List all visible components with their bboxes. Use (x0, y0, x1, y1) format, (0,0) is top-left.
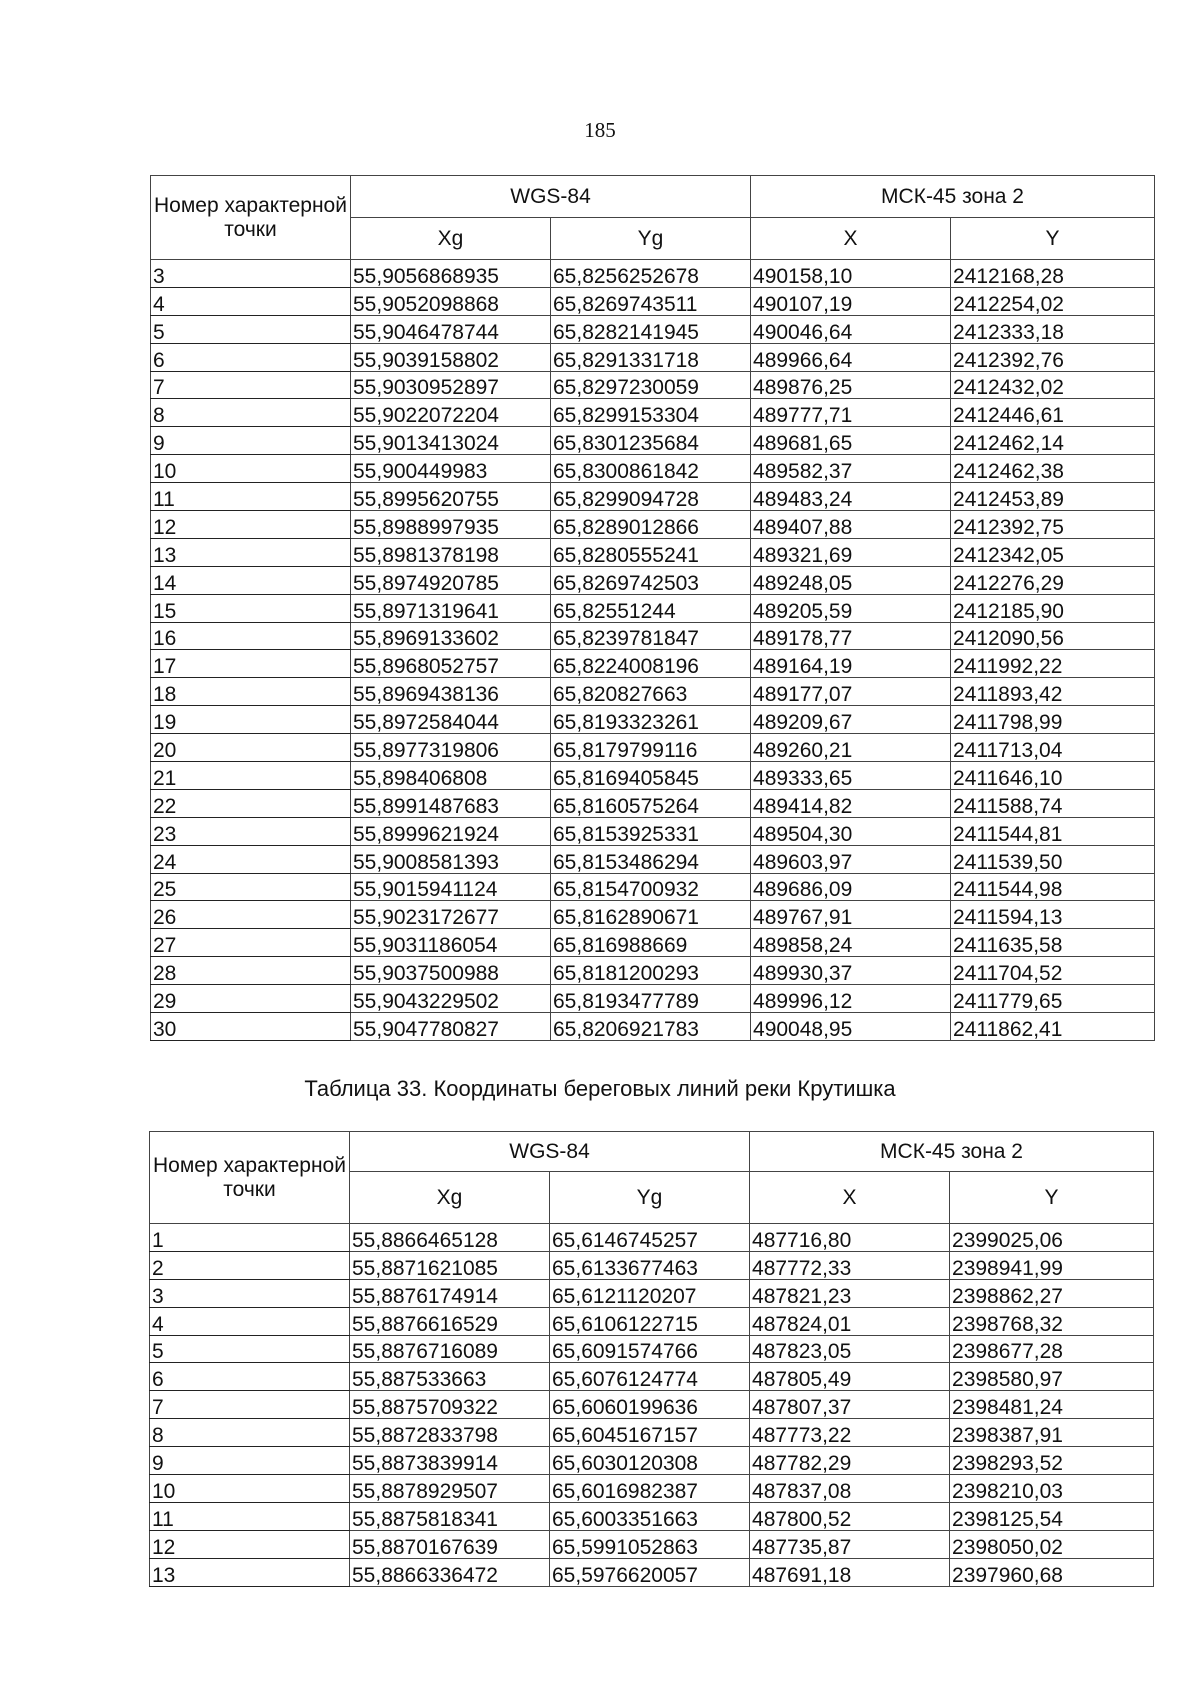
x-cell: 487691,18 (750, 1558, 950, 1586)
yg-header: Yg (551, 218, 751, 260)
point-number-cell: 9 (150, 1447, 350, 1475)
point-number-cell: 12 (151, 511, 351, 539)
xg-cell: 55,8875818341 (350, 1502, 550, 1530)
yg-cell: 65,8301235684 (551, 427, 751, 455)
y-cell: 2411635,58 (951, 929, 1155, 957)
y-cell: 2411704,52 (951, 957, 1155, 985)
xg-cell: 55,8871621085 (350, 1251, 550, 1279)
xg-header: Xg (351, 218, 551, 260)
point-number-cell: 29 (151, 985, 351, 1013)
point-number-cell: 10 (150, 1475, 350, 1503)
y-cell: 2398941,99 (950, 1251, 1154, 1279)
xg-cell: 55,9022072204 (351, 399, 551, 427)
table-row (151, 455, 1155, 483)
xg-cell: 55,8969133602 (351, 622, 551, 650)
xg-cell: 55,9037500988 (351, 957, 551, 985)
y-cell: 2411893,42 (951, 678, 1155, 706)
y-cell: 2411646,10 (951, 762, 1155, 790)
xg-cell: 55,898406808 (351, 762, 551, 790)
yg-cell: 65,8193323261 (551, 706, 751, 734)
table-row (151, 594, 1155, 622)
xg-cell: 55,9052098868 (351, 287, 551, 315)
y-cell: 2411544,98 (951, 873, 1155, 901)
y-cell: 2411713,04 (951, 734, 1155, 762)
y-cell: 2412462,14 (951, 427, 1155, 455)
xg-cell: 55,887533663 (350, 1363, 550, 1391)
x-cell: 489178,77 (751, 622, 951, 650)
y-cell: 2411992,22 (951, 650, 1155, 678)
yg-cell: 65,8224008196 (551, 650, 751, 678)
x-cell: 489209,67 (751, 706, 951, 734)
point-number-cell: 28 (151, 957, 351, 985)
table-row (151, 315, 1155, 343)
point-number-cell: 16 (151, 622, 351, 650)
y-header: Y (950, 1172, 1154, 1224)
x-cell: 489603,97 (751, 845, 951, 873)
y-cell: 2398481,24 (950, 1391, 1154, 1419)
yg-cell: 65,5976620057 (550, 1558, 750, 1586)
point-number-cell: 11 (151, 483, 351, 511)
table-row (151, 817, 1155, 845)
xg-cell: 55,9056868935 (351, 260, 551, 288)
xg-cell: 55,9013413024 (351, 427, 551, 455)
yg-cell: 65,6106122715 (550, 1307, 750, 1335)
y-cell: 2398125,54 (950, 1502, 1154, 1530)
xg-cell: 55,8977319806 (351, 734, 551, 762)
y-cell: 2412462,38 (951, 455, 1155, 483)
table-row (151, 762, 1155, 790)
xg-cell: 55,8991487683 (351, 789, 551, 817)
y-cell: 2398862,27 (950, 1279, 1154, 1307)
table-row (150, 1419, 1154, 1447)
x-cell: 487824,01 (750, 1307, 950, 1335)
x-cell: 489930,37 (751, 957, 951, 985)
point-number-cell: 23 (151, 817, 351, 845)
point-number-cell: 5 (150, 1335, 350, 1363)
table-row (151, 371, 1155, 399)
yg-cell: 65,6045167157 (550, 1419, 750, 1447)
point-number-cell: 15 (151, 594, 351, 622)
point-number-cell: 30 (151, 1013, 351, 1041)
table-row (151, 734, 1155, 762)
x-header: X (750, 1172, 950, 1224)
table-row (151, 985, 1155, 1013)
table-caption: Таблица 33. Координаты береговых линий реки Крутишка (304, 1076, 896, 1101)
x-cell: 489321,69 (751, 538, 951, 566)
yg-cell: 65,816988669 (551, 929, 751, 957)
x-cell: 487782,29 (750, 1447, 950, 1475)
x-cell: 489777,71 (751, 399, 951, 427)
y-cell: 2412432,02 (951, 371, 1155, 399)
y-cell: 2399025,06 (950, 1224, 1154, 1252)
xg-cell: 55,8981378198 (351, 538, 551, 566)
point-number-cell: 8 (150, 1419, 350, 1447)
point-number-cell: 12 (150, 1530, 350, 1558)
table-row (150, 1391, 1154, 1419)
x-cell: 490048,95 (751, 1013, 951, 1041)
x-header: X (751, 218, 951, 260)
yg-cell: 65,6076124774 (550, 1363, 750, 1391)
point-number-cell: 27 (151, 929, 351, 957)
xg-cell: 55,9015941124 (351, 873, 551, 901)
y-cell: 2411539,50 (951, 845, 1155, 873)
x-cell: 489407,88 (751, 511, 951, 539)
y-cell: 2412168,28 (951, 260, 1155, 288)
xg-cell: 55,9046478744 (351, 315, 551, 343)
xg-cell: 55,900449983 (351, 455, 551, 483)
y-cell: 2411544,81 (951, 817, 1155, 845)
table-row (151, 901, 1155, 929)
yg-cell: 65,8206921783 (551, 1013, 751, 1041)
yg-cell: 65,8289012866 (551, 511, 751, 539)
table-row (151, 873, 1155, 901)
point-number-cell: 18 (151, 678, 351, 706)
yg-cell: 65,8153925331 (551, 817, 751, 845)
y-cell: 2411588,74 (951, 789, 1155, 817)
xg-cell: 55,8875709322 (350, 1391, 550, 1419)
xg-cell: 55,9008581393 (351, 845, 551, 873)
point-number-cell: 8 (151, 399, 351, 427)
yg-cell: 65,8299153304 (551, 399, 751, 427)
xg-cell: 55,9030952897 (351, 371, 551, 399)
y-cell: 2411798,99 (951, 706, 1155, 734)
yg-cell: 65,8179799116 (551, 734, 751, 762)
yg-cell: 65,820827663 (551, 678, 751, 706)
x-cell: 487716,80 (750, 1224, 950, 1252)
yg-cell: 65,8160575264 (551, 789, 751, 817)
y-cell: 2412446,61 (951, 399, 1155, 427)
yg-cell: 65,6133677463 (550, 1251, 750, 1279)
point-number-cell: 4 (150, 1307, 350, 1335)
x-cell: 489483,24 (751, 483, 951, 511)
x-cell: 489966,64 (751, 343, 951, 371)
y-header: Y (951, 218, 1155, 260)
point-number-cell: 20 (151, 734, 351, 762)
yg-cell: 65,8193477789 (551, 985, 751, 1013)
table-row (151, 483, 1155, 511)
x-cell: 490046,64 (751, 315, 951, 343)
xg-cell: 55,8873839914 (350, 1447, 550, 1475)
x-cell: 489205,59 (751, 594, 951, 622)
yg-cell: 65,8300861842 (551, 455, 751, 483)
point-number-cell: 19 (151, 706, 351, 734)
point-number-cell: 9 (151, 427, 351, 455)
point-number-cell: 13 (151, 538, 351, 566)
yg-cell: 65,8297230059 (551, 371, 751, 399)
table-row (150, 1224, 1154, 1252)
yg-cell: 65,8280555241 (551, 538, 751, 566)
y-cell: 2411594,13 (951, 901, 1155, 929)
yg-header: Yg (550, 1172, 750, 1224)
table-row (150, 1363, 1154, 1391)
table-row (151, 399, 1155, 427)
table-row (150, 1307, 1154, 1335)
xg-cell: 55,8972584044 (351, 706, 551, 734)
yg-cell: 65,8291331718 (551, 343, 751, 371)
point-number-cell: 1 (150, 1224, 350, 1252)
yg-cell: 65,8154700932 (551, 873, 751, 901)
y-cell: 2398293,52 (950, 1447, 1154, 1475)
yg-cell: 65,5991052863 (550, 1530, 750, 1558)
xg-cell: 55,9023172677 (351, 901, 551, 929)
x-cell: 489260,21 (751, 734, 951, 762)
point-number-cell: 6 (151, 343, 351, 371)
point-number-cell: 14 (151, 566, 351, 594)
table-row (151, 287, 1155, 315)
table-row (150, 1447, 1154, 1475)
x-cell: 489996,12 (751, 985, 951, 1013)
table-row (150, 1251, 1154, 1279)
x-cell: 489858,24 (751, 929, 951, 957)
y-cell: 2398768,32 (950, 1307, 1154, 1335)
x-cell: 487772,33 (750, 1251, 950, 1279)
xg-cell: 55,8878929507 (350, 1475, 550, 1503)
point-number-cell: 7 (150, 1391, 350, 1419)
xg-cell: 55,8974920785 (351, 566, 551, 594)
xg-cell: 55,8866336472 (350, 1558, 550, 1586)
y-cell: 2412276,29 (951, 566, 1155, 594)
yg-cell: 65,8256252678 (551, 260, 751, 288)
point-number-cell: 11 (150, 1502, 350, 1530)
yg-cell: 65,6003351663 (550, 1502, 750, 1530)
x-cell: 487823,05 (750, 1335, 950, 1363)
msk45-header: МСК-45 зона 2 (751, 176, 1155, 218)
x-cell: 489504,30 (751, 817, 951, 845)
y-cell: 2398387,91 (950, 1419, 1154, 1447)
x-cell: 490158,10 (751, 260, 951, 288)
point-number-cell: 25 (151, 873, 351, 901)
x-cell: 487735,87 (750, 1530, 950, 1558)
x-cell: 489767,91 (751, 901, 951, 929)
table-row (150, 1558, 1154, 1586)
xg-cell: 55,8876716089 (350, 1335, 550, 1363)
y-cell: 2412392,76 (951, 343, 1155, 371)
y-cell: 2412342,05 (951, 538, 1155, 566)
point-number-cell: 24 (151, 845, 351, 873)
msk45-header: МСК-45 зона 2 (750, 1132, 1154, 1172)
point-number-cell: 10 (151, 455, 351, 483)
table-row (151, 260, 1155, 288)
y-cell: 2412333,18 (951, 315, 1155, 343)
table-row (151, 845, 1155, 873)
x-cell: 487800,52 (750, 1502, 950, 1530)
yg-cell: 65,8181200293 (551, 957, 751, 985)
point-number-cell: 26 (151, 901, 351, 929)
x-cell: 490107,19 (751, 287, 951, 315)
y-cell: 2412185,90 (951, 594, 1155, 622)
point-number-header: Номер характерной точки (150, 1132, 350, 1224)
yg-cell: 65,6121120207 (550, 1279, 750, 1307)
table-row (151, 650, 1155, 678)
table-row (151, 706, 1155, 734)
point-number-cell: 7 (151, 371, 351, 399)
table-row (151, 427, 1155, 455)
yg-cell: 65,6016982387 (550, 1475, 750, 1503)
x-cell: 487773,22 (750, 1419, 950, 1447)
point-number-cell: 3 (151, 260, 351, 288)
yg-cell: 65,6060199636 (550, 1391, 750, 1419)
table-row (150, 1475, 1154, 1503)
point-number-cell: 3 (150, 1279, 350, 1307)
y-cell: 2412453,89 (951, 483, 1155, 511)
yg-cell: 65,82551244 (551, 594, 751, 622)
x-cell: 487805,49 (750, 1363, 950, 1391)
x-cell: 489333,65 (751, 762, 951, 790)
table-row (151, 622, 1155, 650)
yg-cell: 65,8153486294 (551, 845, 751, 873)
coordinates-table-continued (150, 175, 1155, 1041)
x-cell: 487807,37 (750, 1391, 950, 1419)
table-row (150, 1502, 1154, 1530)
point-number-cell: 4 (151, 287, 351, 315)
x-cell: 489876,25 (751, 371, 951, 399)
yg-cell: 65,8269742503 (551, 566, 751, 594)
point-number-cell: 2 (150, 1251, 350, 1279)
yg-cell: 65,6030120308 (550, 1447, 750, 1475)
point-number-header: Номер характерной точки (151, 176, 351, 260)
point-number-cell: 5 (151, 315, 351, 343)
point-number-cell: 22 (151, 789, 351, 817)
yg-cell: 65,8282141945 (551, 315, 751, 343)
xg-cell: 55,8999621924 (351, 817, 551, 845)
yg-cell: 65,6146745257 (550, 1224, 750, 1252)
yg-cell: 65,8169405845 (551, 762, 751, 790)
x-cell: 487821,23 (750, 1279, 950, 1307)
xg-cell: 55,8872833798 (350, 1419, 550, 1447)
xg-cell: 55,8971319641 (351, 594, 551, 622)
point-number-cell: 17 (151, 650, 351, 678)
xg-cell: 55,9047780827 (351, 1013, 551, 1041)
point-number-cell: 6 (150, 1363, 350, 1391)
table-row (151, 678, 1155, 706)
y-cell: 2398210,03 (950, 1475, 1154, 1503)
x-cell: 489686,09 (751, 873, 951, 901)
y-cell: 2398580,97 (950, 1363, 1154, 1391)
y-cell: 2397960,68 (950, 1558, 1154, 1586)
wgs84-header: WGS-84 (351, 176, 751, 218)
yg-cell: 65,6091574766 (550, 1335, 750, 1363)
wgs84-header: WGS-84 (350, 1132, 750, 1172)
point-number-cell: 21 (151, 762, 351, 790)
xg-cell: 55,8995620755 (351, 483, 551, 511)
x-cell: 487837,08 (750, 1475, 950, 1503)
table-row (151, 929, 1155, 957)
table-row (151, 566, 1155, 594)
yg-cell: 65,8269743511 (551, 287, 751, 315)
xg-cell: 55,9043229502 (351, 985, 551, 1013)
y-cell: 2398050,02 (950, 1530, 1154, 1558)
xg-cell: 55,8876616529 (350, 1307, 550, 1335)
x-cell: 489177,07 (751, 678, 951, 706)
table-row (151, 511, 1155, 539)
coordinates-table-krutishka (149, 1131, 1154, 1587)
yg-cell: 65,8239781847 (551, 622, 751, 650)
table-row (151, 538, 1155, 566)
xg-header: Xg (350, 1172, 550, 1224)
y-cell: 2398677,28 (950, 1335, 1154, 1363)
xg-cell: 55,8988997935 (351, 511, 551, 539)
xg-cell: 55,8969438136 (351, 678, 551, 706)
xg-cell: 55,9039158802 (351, 343, 551, 371)
xg-cell: 55,8968052757 (351, 650, 551, 678)
table-row (151, 789, 1155, 817)
xg-cell: 55,8876174914 (350, 1279, 550, 1307)
table-row (150, 1530, 1154, 1558)
page-number: 185 (584, 118, 616, 142)
table-row (150, 1335, 1154, 1363)
table-row (151, 1013, 1155, 1041)
x-cell: 489164,19 (751, 650, 951, 678)
x-cell: 489582,37 (751, 455, 951, 483)
y-cell: 2412090,56 (951, 622, 1155, 650)
y-cell: 2412392,75 (951, 511, 1155, 539)
point-number-cell: 13 (150, 1558, 350, 1586)
y-cell: 2411779,65 (951, 985, 1155, 1013)
y-cell: 2411862,41 (951, 1013, 1155, 1041)
yg-cell: 65,8162890671 (551, 901, 751, 929)
table-row (151, 343, 1155, 371)
x-cell: 489414,82 (751, 789, 951, 817)
xg-cell: 55,8866465128 (350, 1224, 550, 1252)
yg-cell: 65,8299094728 (551, 483, 751, 511)
table-row (151, 957, 1155, 985)
xg-cell: 55,9031186054 (351, 929, 551, 957)
x-cell: 489681,65 (751, 427, 951, 455)
x-cell: 489248,05 (751, 566, 951, 594)
table-row (150, 1279, 1154, 1307)
xg-cell: 55,8870167639 (350, 1530, 550, 1558)
y-cell: 2412254,02 (951, 287, 1155, 315)
